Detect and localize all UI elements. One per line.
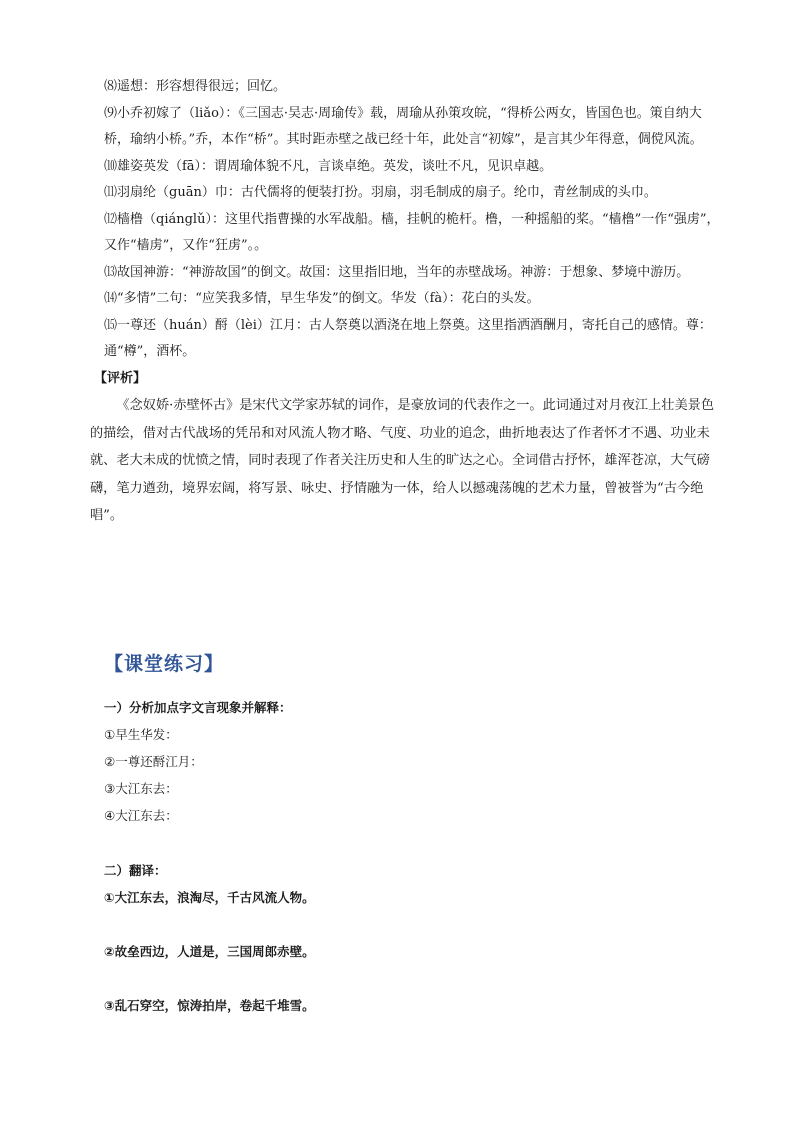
exercise2-item-2: ②故垒西边，人道是，三国周郎赤壁。 [104, 944, 315, 959]
note-12: ⑿樯橹（qiánglǔ）：这里代指曹操的水军战船。樯，挂帆的桅杆。橹，一种摇船的桨。“樯橹”一作“强虏”，又作“樯虏”，又作“狂虏”。。 [104, 211, 720, 253]
exercise1-item-4: ④大江东去： [104, 808, 178, 823]
note-10: ⑽雄姿英发（fā）：谓周瑜体貌不凡，言谈卓绝。英发，谈吐不凡，见识卓越。 [104, 158, 553, 174]
exercise-analysis [104, 694, 724, 829]
annotation-notes [90, 74, 724, 530]
exercise1-item-3: ③大江东去： [104, 781, 178, 796]
exercise1-heading: 一）分析加点字文言现象并解释： [104, 700, 292, 715]
exercise-translation [104, 857, 724, 1046]
note-9: ⑼小乔初嫁了（liǎo）：《三国志·吴志·周瑜传》载，周瑜从孙策攻皖，“得桥公两女，皆国色也。策自纳大桥，瑜纳小桥。”乔，本作“桥”。其时距赤壁之战已经十年，此处言“初嫁”，是言其少年得意，倜傥风流。 [104, 105, 703, 147]
exercise2-item-1: ①大江东去，浪淘尽，千古风流人物。 [104, 890, 315, 905]
section-title-classroom-practice: 【课堂练习】 [104, 653, 225, 675]
analysis-body: 《念奴娇·赤壁怀古》是宋代文学家苏轼的词作，是豪放词的代表作之一。此词通过对月夜江上壮美景色的描绘，借对古代战场的凭吊和对风流人物才略、气度、功业的追念，曲折地表达了作者怀才不遇、功业未就、老大未成的忧愤之情，同时表现了作者关注历史和人生的旷达之心。全词借古抒怀，雄浑苍凉，大气磅礴，笔力遒劲，境界宏阔，将写景、咏史、抒情融为一体，给人以撼魂荡魄的艺术力量，曾被誉为“古今绝唱”。 [90, 398, 715, 523]
note-8: ⑻遥想：形容想得很远；回忆。 [104, 79, 287, 94]
note-15: ⒂一尊还（huán）酹（lèi）江月：古人祭奠以酒浇在地上祭奠。这里指洒酒酬月，寄托自己的感情。尊：通“樽”，酒杯。 [104, 317, 712, 359]
exercise2-heading: 二）翻译： [104, 863, 167, 878]
note-13: ⒀故国神游：“神游故国”的倒文。故国：这里指旧地，当年的赤壁战场。神游：于想象、梦境中游历。 [104, 264, 690, 280]
note-11: ⑾羽扇纶（guān）巾：古代儒将的便装打扮。羽扇，羽毛制成的扇子。纶巾，青丝制成的头巾。 [104, 185, 657, 200]
exercise1-item-2: ②一尊还酹江月： [104, 754, 203, 769]
exercise2-item-3: ③乱石穿空，惊涛拍岸，卷起千堆雪。 [104, 998, 315, 1013]
note-14: ⒁“多情”二句：“应笑我多情，早生华发”的倒文。华发（fà）：花白的头发。 [104, 291, 540, 306]
exercise1-item-1: ①早生华发： [104, 727, 178, 742]
analysis-heading: 【评析】 [94, 370, 147, 386]
